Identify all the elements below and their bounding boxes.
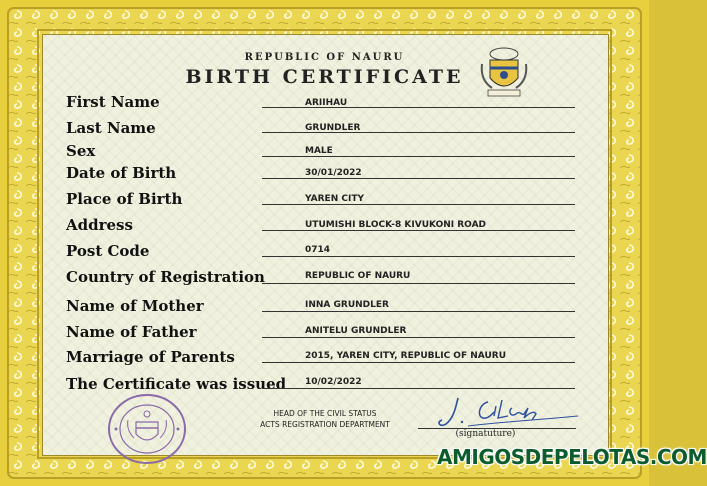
department-line-1: HEAD OF THE CIVIL STATUS	[273, 409, 377, 418]
last-name-value: GRUNDLER	[305, 123, 361, 133]
issue-date-value: 10/02/2022	[305, 377, 362, 387]
official-seal-icon	[106, 392, 188, 466]
address-label: Address	[66, 216, 133, 234]
last-name-label: Last Name	[66, 119, 156, 137]
first-name-label: First Name	[66, 93, 160, 111]
sex-value: MALE	[305, 146, 333, 156]
country-of-registration-value: REPUBLIC OF NAURU	[305, 271, 411, 281]
marriage-of-parents-label: Marriage of Parents	[66, 348, 235, 366]
coat-of-arms-icon	[478, 44, 530, 100]
signature-caption: (signatuture)	[455, 429, 516, 439]
mother-name-line	[262, 311, 575, 312]
post-code-line	[262, 256, 575, 257]
certificate-title: BIRTH CERTIFICATE	[185, 66, 464, 88]
certificate-subtitle: REPUBLIC OF NAURU	[244, 52, 405, 63]
post-code-value: 0714	[305, 245, 331, 255]
department-line-2: ACTS REGISTRATION DEPARTMENT	[260, 420, 390, 429]
date-of-birth-line	[262, 178, 575, 179]
watermark-text: AMIGOSDEPELOTAS.COM	[437, 445, 707, 469]
sex-label: Sex	[66, 142, 96, 160]
last-name-line	[262, 132, 575, 133]
address-value: UTUMISHI BLOCK-8 KIVUKONI ROAD	[305, 220, 487, 230]
country-of-registration-line	[262, 283, 575, 284]
address-line	[262, 230, 575, 231]
post-code-label: Post Code	[66, 242, 150, 260]
place-of-birth-line	[262, 204, 575, 205]
mother-name-label: Name of Mother	[66, 297, 204, 315]
signature-image	[428, 392, 588, 432]
place-of-birth-label: Place of Birth	[66, 190, 183, 208]
department-title	[240, 408, 410, 430]
place-of-birth-value: YAREN CITY	[305, 194, 364, 204]
country-of-registration-label: Country of Registration	[66, 268, 265, 286]
father-name-line	[262, 337, 575, 338]
date-of-birth-value: 30/01/2022	[305, 168, 362, 178]
issue-date-line	[262, 388, 575, 389]
sex-line	[262, 156, 575, 157]
first-name-value: ARIIHAU	[305, 98, 348, 108]
marriage-of-parents-line	[262, 362, 575, 363]
father-name-label: Name of Father	[66, 323, 197, 341]
marriage-of-parents-value: 2015, YAREN CITY, REPUBLIC OF NAURU	[305, 351, 507, 361]
mother-name-value: INNA GRUNDLER	[305, 300, 389, 310]
father-name-value: ANITELU GRUNDLER	[305, 326, 407, 336]
issue-date-label: The Certificate was issued	[66, 375, 287, 393]
first-name-line	[262, 107, 575, 108]
date-of-birth-label: Date of Birth	[66, 164, 177, 182]
